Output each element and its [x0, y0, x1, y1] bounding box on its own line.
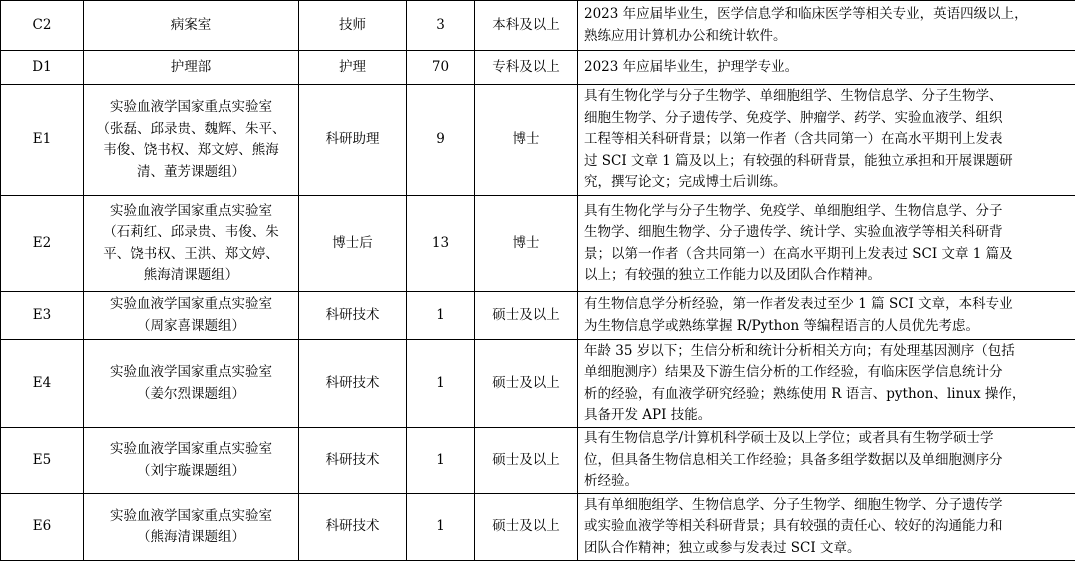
department-cell [84, 85, 299, 196]
requirements-cell [578, 85, 1075, 196]
department-line: 实验血液学国家重点实验室 [110, 202, 272, 219]
department-line: 实验血液学国家重点实验室 [110, 441, 272, 457]
education-cell [475, 428, 578, 494]
department-line: （周家喜课题组） [137, 317, 245, 334]
position-code-cell [1, 196, 84, 292]
position-title-cell [299, 428, 407, 494]
position-code-cell [1, 340, 84, 428]
headcount-cell [407, 428, 475, 494]
department-cell [84, 196, 299, 292]
requirement-line: 具备开发 API 技能。 [584, 407, 712, 423]
table-row [1, 85, 1075, 196]
department-line: 实验血液学国家重点实验室 [110, 296, 272, 312]
requirement-line: 析经验。 [584, 473, 638, 490]
position-title-cell [299, 1, 407, 51]
headcount-cell [407, 196, 475, 292]
position-title: 科研技术 [325, 451, 380, 468]
headcount: 13 [431, 234, 450, 251]
position-code-cell [1, 85, 84, 196]
position-title-cell [299, 292, 407, 340]
education-requirement: 本科及以上 [492, 16, 560, 33]
table-row [1, 428, 1075, 494]
education-cell [475, 340, 578, 428]
requirements-cell [578, 340, 1075, 428]
position-code: E1 [32, 131, 52, 148]
position-title: 科研技术 [325, 518, 380, 535]
education-cell [475, 85, 578, 196]
requirement-line: 究，撰写论文；完成博士后训练。 [584, 174, 787, 191]
department-line: 实验血液学国家重点实验室 [110, 507, 272, 524]
department-cell [84, 494, 299, 561]
requirement-line: 2023 年应届毕业生，医学信息学和临床医学等相关专业，英语四级以上， [584, 6, 1028, 22]
requirements-cell [578, 51, 1075, 85]
requirement-line: 单细胞测序）结果及下游生信分析的工作经验，有临床医学信息统计分 [584, 364, 1003, 380]
department-line: 实验血液学国家重点实验室 [110, 364, 272, 380]
requirement-line: 生物学、细胞生物学、分子遗传学、统计学、实验血液学等相关科研背 [584, 224, 1003, 240]
position-title: 科研技术 [325, 306, 380, 323]
department-line: （熊海清课题组） [137, 529, 245, 545]
requirement-line: 以上；有较强的独立工作能力以及团队合作精神。 [584, 267, 881, 283]
requirement-line: 过 SCI 文章 1 篇及以上；有较强的科研背景，能独立承担和开展课题研 [584, 152, 1013, 169]
headcount: 3 [436, 16, 445, 33]
table-row [1, 51, 1075, 85]
headcount-cell [407, 292, 475, 340]
position-code: E3 [32, 306, 52, 323]
education-cell [475, 1, 578, 51]
requirements-cell [578, 428, 1075, 494]
requirement-line: 具有生物化学与分子生物学、单细胞组学、生物信息学、分子生物学、 [584, 88, 1003, 105]
education-requirement: 硕士及以上 [492, 518, 560, 535]
education-requirement: 硕士及以上 [492, 451, 560, 468]
position-code-cell [1, 428, 84, 494]
department-line: （姜尔烈课题组） [137, 385, 245, 402]
position-title: 博士后 [332, 234, 373, 251]
department-line: 熊海清课题组） [143, 267, 239, 283]
education-requirement: 博士 [512, 131, 540, 148]
requirement-line: 景；以第一作者（含共同第一）在高水平期刊上发表过 SCI 文章 1 篇及 [584, 245, 1013, 262]
table-row [1, 196, 1075, 292]
headcount-cell [407, 340, 475, 428]
position-title: 科研技术 [325, 374, 380, 391]
table-row [1, 292, 1075, 340]
position-code-cell [1, 292, 84, 340]
department-line: （刘宇璇课题组） [137, 462, 245, 479]
position-title-cell [299, 494, 407, 561]
requirement-line: 团队合作精神；独立或参与发表过 SCI 文章。 [584, 539, 861, 556]
table-row [1, 494, 1075, 561]
department-cell [84, 428, 299, 494]
requirement-line: 位，但具备生物信息相关工作经验；具备多组学数据以及单细胞测序分 [584, 451, 1003, 468]
education-cell [475, 292, 578, 340]
position-title-cell [299, 340, 407, 428]
headcount-cell [407, 1, 475, 51]
education-cell [475, 494, 578, 561]
headcount: 1 [436, 451, 445, 468]
requirement-line: 具有生物信息学/计算机科学硕士及以上学位；或者具有生物学硕士学 [584, 430, 994, 447]
headcount: 9 [436, 131, 445, 148]
requirement-line: 析的经验，有血液学研究经验；熟练使用 R 语言、python、linux 操作， [584, 385, 1026, 402]
requirement-line: 有生物信息学分析经验，第一作者发表过至少 1 篇 SCI 文章，本科专业 [584, 296, 1013, 312]
position-code: C2 [32, 16, 52, 33]
education-requirement: 专科及以上 [492, 58, 560, 75]
requirement-line: 年龄 35 岁以下；生信分析和统计分析相关方向；有处理基因测序（包括 [584, 342, 1015, 359]
requirement-line: 具有单细胞组学、生物信息学、分子生物学、细胞生物学、分子遗传学 [584, 496, 1003, 513]
department-line: 清、董芳课题组） [137, 163, 245, 180]
headcount: 1 [436, 306, 445, 323]
education-requirement: 硕士及以上 [492, 374, 560, 391]
education-cell [475, 196, 578, 292]
position-title: 科研助理 [325, 131, 380, 148]
position-title-cell [299, 51, 407, 85]
position-code-cell [1, 494, 84, 561]
table-row [1, 1, 1075, 51]
position-title-cell [299, 196, 407, 292]
department-cell [84, 292, 299, 340]
requirement-line: 为生物信息学或熟练掌握 R/Python 等编程语言的人员优先考虑。 [584, 317, 979, 334]
requirement-line: 熟练应用计算机办公和统计软件。 [584, 27, 787, 44]
position-code-cell [1, 51, 84, 85]
position-code: E6 [32, 518, 52, 535]
education-requirement: 博士 [512, 234, 540, 251]
education-cell [475, 51, 578, 85]
department-line: 韦俊、饶书权、郑文婷、熊海 [103, 142, 279, 158]
department-cell [84, 1, 299, 51]
requirements-cell [578, 1, 1075, 51]
requirements-cell [578, 494, 1075, 561]
position-title: 技师 [339, 16, 366, 33]
position-code-cell [1, 1, 84, 51]
department-line: 平、饶书权、王洪、郑文婷、 [103, 245, 279, 262]
requirements-cell [578, 196, 1075, 292]
requirement-line: 具有生物化学与分子生物学、免疫学、单细胞组学、生物信息学、分子 [584, 202, 1003, 219]
requirement-line: 2023 年应届毕业生，护理学专业。 [584, 58, 799, 75]
position-title-cell [299, 85, 407, 196]
department-line: 护理部 [170, 58, 212, 75]
position-title: 护理 [339, 58, 366, 75]
department-line: （张磊、邱录贵、魏辉、朱平、 [96, 120, 286, 137]
requirement-line: 工程等相关科研背景；以第一作者（含共同第一）在高水平期刊上发表 [584, 131, 1003, 148]
department-cell [84, 51, 299, 85]
headcount-cell [407, 85, 475, 196]
headcount: 1 [436, 374, 445, 391]
department-line: 实验血液学国家重点实验室 [110, 99, 272, 115]
department-cell [84, 340, 299, 428]
education-requirement: 硕士及以上 [492, 306, 560, 323]
position-code: E2 [32, 234, 52, 251]
headcount-cell [407, 51, 475, 85]
requirement-line: 细胞生物学、分子遗传学、免疫学、肿瘤学、药学、实验血液学、组织 [584, 109, 1003, 126]
position-code: E4 [32, 374, 52, 391]
requirement-line: 或实验血液学等相关科研背景；具有较强的责任心、较好的沟通能力和 [584, 518, 1003, 535]
position-code: D1 [32, 58, 52, 75]
headcount: 1 [436, 518, 445, 535]
table-row [1, 340, 1075, 428]
position-code: E5 [32, 451, 52, 468]
department-line: （石莉红、邱录贵、韦俊、朱 [103, 224, 279, 240]
requirements-cell [578, 292, 1075, 340]
headcount-cell [407, 494, 475, 561]
headcount: 70 [431, 58, 450, 75]
department-line: 病案室 [170, 16, 212, 33]
